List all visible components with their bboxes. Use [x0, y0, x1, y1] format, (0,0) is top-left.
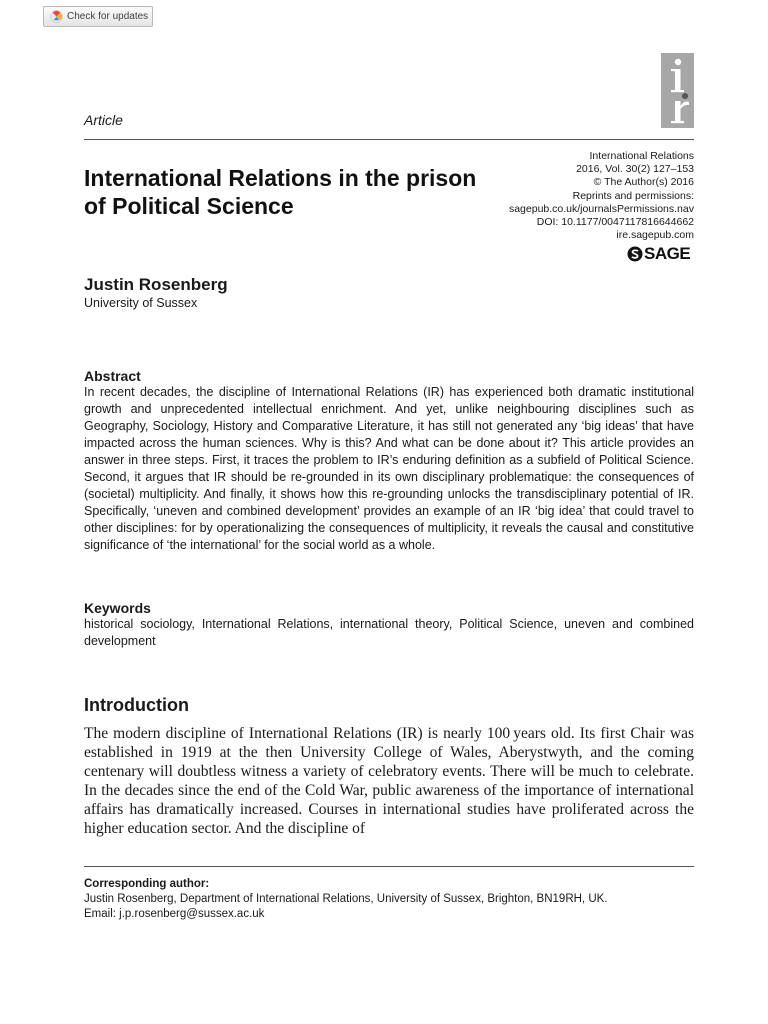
- journal-site-link[interactable]: ire.sagepub.com: [616, 229, 694, 242]
- journal-name: International Relations: [589, 150, 694, 162]
- journal-doi[interactable]: DOI: 10.1177/0047117816644662: [536, 216, 694, 229]
- journal-volume: 2016, Vol. 30(2) 127–153: [576, 163, 694, 176]
- introduction-heading: Introduction: [84, 695, 189, 715]
- footnote-divider: [84, 866, 694, 867]
- check-for-updates-button[interactable]: [43, 6, 153, 27]
- article-title: International Relations in the prison of Political Science: [84, 165, 477, 219]
- keywords-section: [84, 600, 694, 650]
- check-updates-icon: [50, 10, 63, 23]
- article-type: Article: [84, 112, 123, 128]
- check-for-updates-label: Check for updates: [67, 11, 149, 22]
- abstract-section: [84, 368, 694, 554]
- abstract-text: In recent decades, the discipline of International Relations (IR) has experienced both dramatic institutional growth and unprecedented intellectual enrichment. And yet, unlike neighbouring disciplines such as Geography, Sociology, History and Comparative Literature, it has still not generated any ‘big ideas’ that have impacted across the human sciences. Why is this? And what can be done about it? This article provides an answer in three steps. First, it traces the problem to IR’s enduring definition as a subfield of Political Science. Second, it argues that IR should be re-grounded in its own disciplinary problematique: the consequences of (societal) multiplicity. And finally, it shows how this re-grounding unlocks the transdisciplinary potential of IR. Specifically, ‘uneven and combined development’ provides an example of an IR ‘big idea’ that could travel to other disciplines: for by operationalizing the consequences of multiplicity, it reveals the causal and constitutive significance of ‘the international’ for the social world as a whole.: [84, 385, 694, 552]
- sage-publisher-name: SAGE: [644, 244, 691, 263]
- corresponding-author-label: Corresponding author:: [84, 878, 210, 890]
- journal-reprints: Reprints and permissions:: [572, 189, 694, 202]
- keywords-text: historical sociology, International Relations, international theory, Political Science, uneven and combined development: [84, 617, 694, 648]
- author-name: Justin Rosenberg: [84, 275, 228, 294]
- corresponding-author-address: Justin Rosenberg, Department of International Relations, University of Sussex, Brighton, BN19RH, UK.: [84, 893, 608, 905]
- sage-s-icon: [627, 246, 643, 262]
- keywords-heading: Keywords: [84, 600, 151, 616]
- journal-meta: [509, 150, 694, 242]
- corresponding-author: [84, 877, 694, 922]
- corresponding-author-email[interactable]: Email: j.p.rosenberg@sussex.ac.uk: [84, 908, 265, 920]
- journal-ir-logo: [661, 53, 694, 128]
- journal-permissions-link[interactable]: sagepub.co.uk/journalsPermissions.nav: [508, 202, 694, 215]
- journal-copyright: © The Author(s) 2016: [593, 176, 694, 189]
- sage-publisher-logo: [627, 244, 690, 264]
- abstract-heading: Abstract: [84, 368, 141, 384]
- introduction-text: The modern discipline of International Relations (IR) is nearly 100 years old. Its first Chair was established in 1919 at the then University College of Wales, Aberystwyth, and the coming centenary will doubtless witness a variety of celebratory events. There will be much to celebrate. In the decades since the end of the Cold War, public awareness of the importance of international affairs has dramatically increased. Courses in international studies have proliferated across the higher education sector. And the discipline of: [84, 725, 694, 837]
- author-affiliation: University of Sussex: [84, 296, 198, 310]
- header-divider: [84, 139, 694, 140]
